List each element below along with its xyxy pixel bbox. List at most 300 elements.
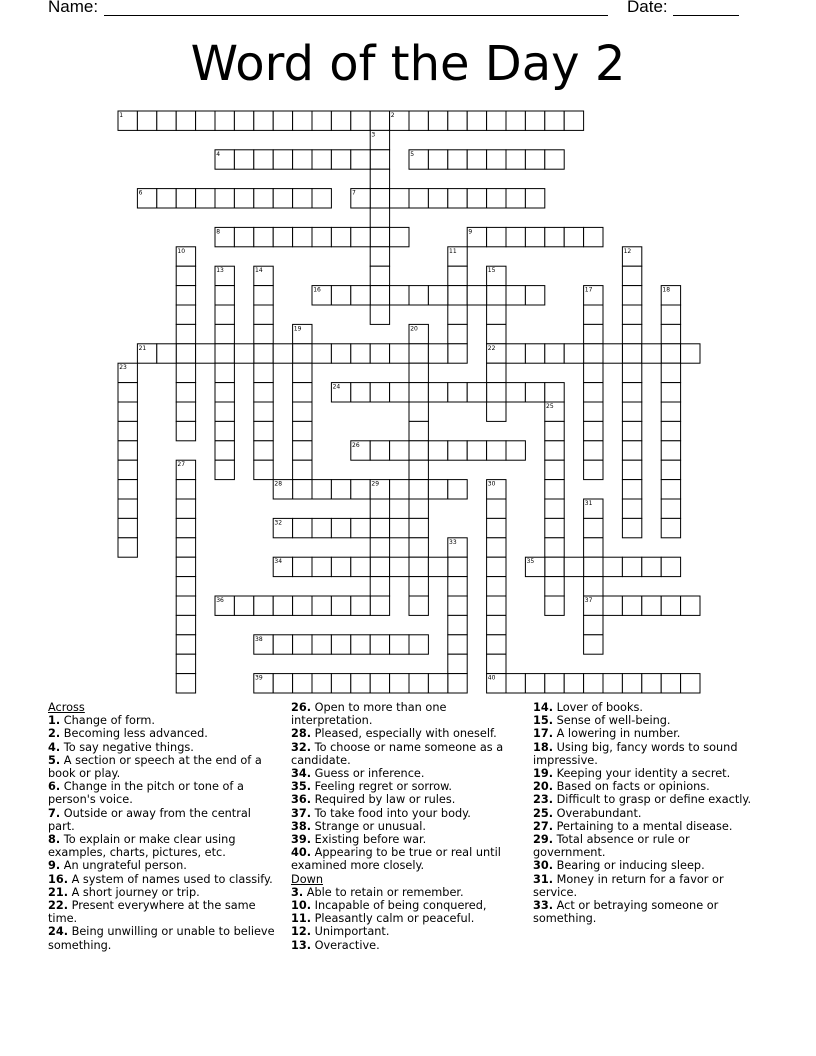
grid-cell[interactable]	[545, 344, 564, 363]
grid-cell[interactable]	[312, 596, 331, 615]
grid-cell[interactable]	[661, 383, 680, 402]
grid-cell[interactable]	[331, 596, 350, 615]
grid-cell[interactable]	[545, 150, 564, 169]
grid-cell[interactable]	[467, 286, 486, 305]
grid-cell[interactable]	[370, 674, 389, 693]
grid-cell[interactable]	[293, 635, 312, 654]
grid-cell[interactable]	[642, 557, 661, 576]
grid-cell[interactable]	[254, 111, 273, 130]
grid-cell[interactable]	[584, 615, 603, 634]
grid-cell[interactable]	[448, 150, 467, 169]
grid-cell[interactable]	[409, 499, 428, 518]
grid-cell[interactable]	[312, 635, 331, 654]
grid-cell[interactable]	[254, 227, 273, 246]
grid-cell[interactable]	[487, 557, 506, 576]
grid-cell[interactable]	[448, 441, 467, 460]
grid-cell[interactable]	[448, 111, 467, 130]
grid-cell[interactable]	[331, 557, 350, 576]
grid-cell[interactable]	[564, 344, 583, 363]
grid-cell[interactable]	[622, 421, 641, 440]
grid-cell[interactable]	[118, 499, 137, 518]
grid-cell[interactable]	[622, 596, 641, 615]
grid-cell[interactable]	[545, 557, 564, 576]
grid-cell[interactable]	[409, 421, 428, 440]
grid-cell[interactable]	[390, 344, 409, 363]
grid-cell[interactable]	[215, 421, 234, 440]
grid-cell[interactable]	[215, 402, 234, 421]
grid-cell[interactable]	[215, 344, 234, 363]
grid-cell[interactable]	[487, 111, 506, 130]
grid-cell[interactable]	[234, 344, 253, 363]
grid-cell[interactable]	[370, 499, 389, 518]
grid-cell[interactable]	[196, 189, 215, 208]
grid-cell[interactable]	[370, 247, 389, 266]
grid-cell[interactable]	[370, 577, 389, 596]
grid-cell[interactable]	[448, 189, 467, 208]
grid-cell[interactable]	[661, 441, 680, 460]
grid-cell[interactable]	[525, 189, 544, 208]
grid-cell[interactable]	[176, 189, 195, 208]
grid-cell[interactable]	[273, 674, 292, 693]
grid-cell[interactable]	[370, 227, 389, 246]
grid-cell[interactable]	[642, 596, 661, 615]
grid-cell[interactable]	[351, 227, 370, 246]
grid-cell[interactable]	[370, 266, 389, 285]
grid-cell[interactable]	[545, 499, 564, 518]
grid-cell[interactable]	[370, 441, 389, 460]
grid-cell[interactable]	[584, 305, 603, 324]
grid-cell[interactable]	[254, 286, 273, 305]
grid-cell[interactable]	[254, 305, 273, 324]
grid-cell[interactable]	[390, 286, 409, 305]
grid-cell[interactable]	[137, 111, 156, 130]
grid-cell[interactable]	[428, 111, 447, 130]
grid-cell[interactable]	[487, 227, 506, 246]
grid-cell[interactable]	[176, 286, 195, 305]
grid-cell[interactable]	[118, 538, 137, 557]
grid-cell[interactable]	[661, 557, 680, 576]
grid-cell[interactable]	[448, 654, 467, 673]
grid-cell[interactable]	[273, 111, 292, 130]
grid-cell[interactable]	[215, 363, 234, 382]
grid-cell[interactable]	[351, 150, 370, 169]
grid-cell[interactable]	[176, 266, 195, 285]
grid-cell[interactable]	[545, 421, 564, 440]
grid-cell[interactable]	[157, 111, 176, 130]
grid-cell[interactable]	[622, 499, 641, 518]
grid-cell[interactable]	[370, 150, 389, 169]
grid-cell[interactable]	[409, 286, 428, 305]
grid-cell[interactable]	[312, 480, 331, 499]
grid-cell[interactable]	[525, 344, 544, 363]
grid-cell[interactable]	[312, 189, 331, 208]
grid-cell[interactable]	[293, 402, 312, 421]
grid-cell[interactable]	[545, 518, 564, 537]
grid-cell[interactable]	[293, 557, 312, 576]
grid-cell[interactable]	[370, 518, 389, 537]
grid-cell[interactable]	[370, 305, 389, 324]
grid-cell[interactable]	[370, 208, 389, 227]
grid-cell[interactable]	[487, 615, 506, 634]
grid-cell[interactable]	[428, 383, 447, 402]
grid-cell[interactable]	[370, 169, 389, 188]
grid-cell[interactable]	[331, 518, 350, 537]
grid-cell[interactable]	[176, 499, 195, 518]
grid-cell[interactable]	[215, 111, 234, 130]
grid-cell[interactable]	[254, 324, 273, 343]
grid-cell[interactable]	[293, 344, 312, 363]
grid-cell[interactable]	[467, 441, 486, 460]
grid-cell[interactable]	[622, 674, 641, 693]
grid-cell[interactable]	[603, 557, 622, 576]
grid-cell[interactable]	[176, 480, 195, 499]
grid-cell[interactable]	[312, 557, 331, 576]
grid-cell[interactable]	[254, 441, 273, 460]
grid-cell[interactable]	[176, 324, 195, 343]
grid-cell[interactable]	[331, 150, 350, 169]
grid-cell[interactable]	[681, 674, 700, 693]
grid-cell[interactable]	[273, 227, 292, 246]
grid-cell[interactable]	[176, 615, 195, 634]
grid-cell[interactable]	[487, 635, 506, 654]
grid-cell[interactable]	[487, 286, 506, 305]
grid-cell[interactable]	[564, 674, 583, 693]
grid-cell[interactable]	[118, 383, 137, 402]
grid-cell[interactable]	[622, 363, 641, 382]
grid-cell[interactable]	[254, 421, 273, 440]
grid-cell[interactable]	[293, 383, 312, 402]
grid-cell[interactable]	[448, 344, 467, 363]
grid-cell[interactable]	[351, 518, 370, 537]
grid-cell[interactable]	[428, 344, 447, 363]
grid-cell[interactable]	[661, 499, 680, 518]
grid-cell[interactable]	[409, 635, 428, 654]
grid-cell[interactable]	[603, 596, 622, 615]
grid-cell[interactable]	[487, 538, 506, 557]
grid-cell[interactable]	[176, 518, 195, 537]
grid-cell[interactable]	[622, 286, 641, 305]
grid-cell[interactable]	[584, 344, 603, 363]
grid-cell[interactable]	[351, 480, 370, 499]
grid-cell[interactable]	[622, 324, 641, 343]
grid-cell[interactable]	[273, 596, 292, 615]
grid-cell[interactable]	[331, 286, 350, 305]
grid-cell[interactable]	[661, 363, 680, 382]
grid-cell[interactable]	[448, 635, 467, 654]
grid-cell[interactable]	[234, 189, 253, 208]
grid-cell[interactable]	[409, 538, 428, 557]
grid-cell[interactable]	[622, 383, 641, 402]
grid-cell[interactable]	[409, 344, 428, 363]
grid-cell[interactable]	[176, 557, 195, 576]
grid-cell[interactable]	[409, 480, 428, 499]
grid-cell[interactable]	[428, 189, 447, 208]
grid-cell[interactable]	[370, 344, 389, 363]
grid-cell[interactable]	[661, 480, 680, 499]
grid-cell[interactable]	[215, 383, 234, 402]
grid-cell[interactable]	[293, 674, 312, 693]
grid-cell[interactable]	[176, 383, 195, 402]
grid-cell[interactable]	[176, 402, 195, 421]
grid-cell[interactable]	[215, 305, 234, 324]
grid-cell[interactable]	[254, 363, 273, 382]
grid-cell[interactable]	[390, 441, 409, 460]
grid-cell[interactable]	[293, 518, 312, 537]
grid-cell[interactable]	[390, 557, 409, 576]
grid-cell[interactable]	[370, 635, 389, 654]
grid-cell[interactable]	[409, 383, 428, 402]
grid-cell[interactable]	[584, 635, 603, 654]
grid-cell[interactable]	[196, 111, 215, 130]
grid-cell[interactable]	[390, 383, 409, 402]
grid-cell[interactable]	[331, 344, 350, 363]
grid-cell[interactable]	[603, 344, 622, 363]
grid-cell[interactable]	[487, 324, 506, 343]
grid-cell[interactable]	[545, 577, 564, 596]
grid-cell[interactable]	[681, 596, 700, 615]
grid-cell[interactable]	[331, 227, 350, 246]
grid-cell[interactable]	[370, 538, 389, 557]
grid-cell[interactable]	[506, 286, 525, 305]
grid-cell[interactable]	[506, 383, 525, 402]
grid-cell[interactable]	[448, 480, 467, 499]
grid-cell[interactable]	[176, 421, 195, 440]
grid-cell[interactable]	[661, 324, 680, 343]
grid-cell[interactable]	[661, 518, 680, 537]
grid-cell[interactable]	[545, 383, 564, 402]
grid-cell[interactable]	[642, 674, 661, 693]
grid-cell[interactable]	[448, 324, 467, 343]
grid-cell[interactable]	[157, 189, 176, 208]
grid-cell[interactable]	[525, 383, 544, 402]
grid-cell[interactable]	[448, 596, 467, 615]
grid-cell[interactable]	[661, 460, 680, 479]
grid-cell[interactable]	[506, 227, 525, 246]
grid-cell[interactable]	[584, 383, 603, 402]
grid-cell[interactable]	[196, 344, 215, 363]
grid-cell[interactable]	[215, 441, 234, 460]
grid-cell[interactable]	[390, 635, 409, 654]
grid-cell[interactable]	[506, 189, 525, 208]
grid-cell[interactable]	[312, 150, 331, 169]
grid-cell[interactable]	[584, 324, 603, 343]
grid-cell[interactable]	[545, 460, 564, 479]
grid-cell[interactable]	[293, 111, 312, 130]
grid-cell[interactable]	[584, 402, 603, 421]
grid-cell[interactable]	[293, 460, 312, 479]
grid-cell[interactable]	[215, 286, 234, 305]
grid-cell[interactable]	[118, 441, 137, 460]
grid-cell[interactable]	[661, 674, 680, 693]
grid-cell[interactable]	[622, 402, 641, 421]
grid-cell[interactable]	[622, 518, 641, 537]
grid-cell[interactable]	[525, 150, 544, 169]
grid-cell[interactable]	[118, 518, 137, 537]
grid-cell[interactable]	[118, 480, 137, 499]
grid-cell[interactable]	[545, 538, 564, 557]
grid-cell[interactable]	[351, 635, 370, 654]
grid-cell[interactable]	[293, 480, 312, 499]
grid-cell[interactable]	[487, 383, 506, 402]
grid-cell[interactable]	[312, 111, 331, 130]
grid-cell[interactable]	[487, 499, 506, 518]
grid-cell[interactable]	[584, 441, 603, 460]
grid-cell[interactable]	[234, 111, 253, 130]
grid-cell[interactable]	[487, 305, 506, 324]
grid-cell[interactable]	[487, 189, 506, 208]
grid-cell[interactable]	[273, 344, 292, 363]
grid-cell[interactable]	[409, 363, 428, 382]
grid-cell[interactable]	[467, 189, 486, 208]
grid-cell[interactable]	[351, 596, 370, 615]
grid-cell[interactable]	[487, 577, 506, 596]
grid-cell[interactable]	[351, 344, 370, 363]
grid-cell[interactable]	[622, 480, 641, 499]
grid-cell[interactable]	[390, 227, 409, 246]
grid-cell[interactable]	[176, 344, 195, 363]
grid-cell[interactable]	[448, 674, 467, 693]
grid-cell[interactable]	[622, 557, 641, 576]
grid-cell[interactable]	[351, 383, 370, 402]
grid-cell[interactable]	[293, 596, 312, 615]
grid-cell[interactable]	[176, 577, 195, 596]
grid-cell[interactable]	[584, 674, 603, 693]
grid-cell[interactable]	[176, 635, 195, 654]
grid-cell[interactable]	[487, 402, 506, 421]
grid-cell[interactable]	[312, 227, 331, 246]
grid-cell[interactable]	[622, 441, 641, 460]
grid-cell[interactable]	[584, 460, 603, 479]
grid-cell[interactable]	[157, 344, 176, 363]
grid-cell[interactable]	[661, 421, 680, 440]
grid-cell[interactable]	[312, 674, 331, 693]
grid-cell[interactable]	[293, 150, 312, 169]
grid-cell[interactable]	[622, 460, 641, 479]
grid-cell[interactable]	[273, 150, 292, 169]
grid-cell[interactable]	[545, 480, 564, 499]
grid-cell[interactable]	[370, 111, 389, 130]
grid-cell[interactable]	[661, 596, 680, 615]
grid-cell[interactable]	[622, 344, 641, 363]
grid-cell[interactable]	[254, 460, 273, 479]
grid-cell[interactable]	[176, 363, 195, 382]
grid-cell[interactable]	[584, 421, 603, 440]
grid-cell[interactable]	[254, 383, 273, 402]
grid-cell[interactable]	[351, 111, 370, 130]
grid-cell[interactable]	[234, 150, 253, 169]
grid-cell[interactable]	[545, 227, 564, 246]
grid-cell[interactable]	[428, 441, 447, 460]
grid-cell[interactable]	[603, 674, 622, 693]
grid-cell[interactable]	[448, 286, 467, 305]
grid-cell[interactable]	[681, 344, 700, 363]
grid-cell[interactable]	[293, 421, 312, 440]
grid-cell[interactable]	[584, 518, 603, 537]
grid-cell[interactable]	[118, 460, 137, 479]
grid-cell[interactable]	[331, 111, 350, 130]
grid-cell[interactable]	[622, 266, 641, 285]
grid-cell[interactable]	[564, 227, 583, 246]
grid-cell[interactable]	[448, 557, 467, 576]
grid-cell[interactable]	[409, 518, 428, 537]
grid-cell[interactable]	[584, 363, 603, 382]
grid-cell[interactable]	[409, 402, 428, 421]
grid-cell[interactable]	[331, 635, 350, 654]
grid-cell[interactable]	[176, 538, 195, 557]
grid-cell[interactable]	[254, 402, 273, 421]
grid-cell[interactable]	[545, 111, 564, 130]
grid-cell[interactable]	[564, 111, 583, 130]
grid-cell[interactable]	[409, 674, 428, 693]
grid-cell[interactable]	[409, 460, 428, 479]
grid-cell[interactable]	[351, 674, 370, 693]
grid-cell[interactable]	[525, 286, 544, 305]
grid-cell[interactable]	[273, 189, 292, 208]
grid-cell[interactable]	[428, 286, 447, 305]
grid-cell[interactable]	[564, 557, 583, 576]
grid-cell[interactable]	[506, 441, 525, 460]
grid-cell[interactable]	[584, 557, 603, 576]
grid-cell[interactable]	[390, 189, 409, 208]
grid-cell[interactable]	[584, 227, 603, 246]
grid-cell[interactable]	[293, 227, 312, 246]
grid-cell[interactable]	[176, 654, 195, 673]
grid-cell[interactable]	[234, 596, 253, 615]
grid-cell[interactable]	[370, 189, 389, 208]
grid-cell[interactable]	[506, 674, 525, 693]
grid-cell[interactable]	[487, 518, 506, 537]
grid-cell[interactable]	[331, 674, 350, 693]
grid-cell[interactable]	[390, 674, 409, 693]
grid-cell[interactable]	[254, 150, 273, 169]
grid-cell[interactable]	[293, 363, 312, 382]
grid-cell[interactable]	[312, 518, 331, 537]
grid-cell[interactable]	[525, 111, 544, 130]
grid-cell[interactable]	[545, 441, 564, 460]
grid-cell[interactable]	[661, 344, 680, 363]
grid-cell[interactable]	[215, 189, 234, 208]
grid-cell[interactable]	[467, 150, 486, 169]
grid-cell[interactable]	[234, 227, 253, 246]
grid-cell[interactable]	[448, 577, 467, 596]
grid-cell[interactable]	[331, 480, 350, 499]
grid-cell[interactable]	[487, 596, 506, 615]
grid-cell[interactable]	[506, 111, 525, 130]
grid-cell[interactable]	[293, 189, 312, 208]
grid-cell[interactable]	[448, 266, 467, 285]
grid-cell[interactable]	[254, 189, 273, 208]
grid-cell[interactable]	[428, 557, 447, 576]
grid-cell[interactable]	[467, 383, 486, 402]
grid-cell[interactable]	[525, 227, 544, 246]
grid-cell[interactable]	[254, 596, 273, 615]
grid-cell[interactable]	[351, 557, 370, 576]
grid-cell[interactable]	[312, 344, 331, 363]
grid-cell[interactable]	[215, 324, 234, 343]
grid-cell[interactable]	[487, 363, 506, 382]
grid-cell[interactable]	[370, 286, 389, 305]
grid-cell[interactable]	[409, 111, 428, 130]
grid-cell[interactable]	[584, 538, 603, 557]
grid-cell[interactable]	[176, 674, 195, 693]
grid-cell[interactable]	[293, 441, 312, 460]
grid-cell[interactable]	[545, 596, 564, 615]
grid-cell[interactable]	[370, 383, 389, 402]
grid-cell[interactable]	[467, 111, 486, 130]
grid-cell[interactable]	[487, 654, 506, 673]
grid-cell[interactable]	[525, 674, 544, 693]
grid-cell[interactable]	[487, 441, 506, 460]
